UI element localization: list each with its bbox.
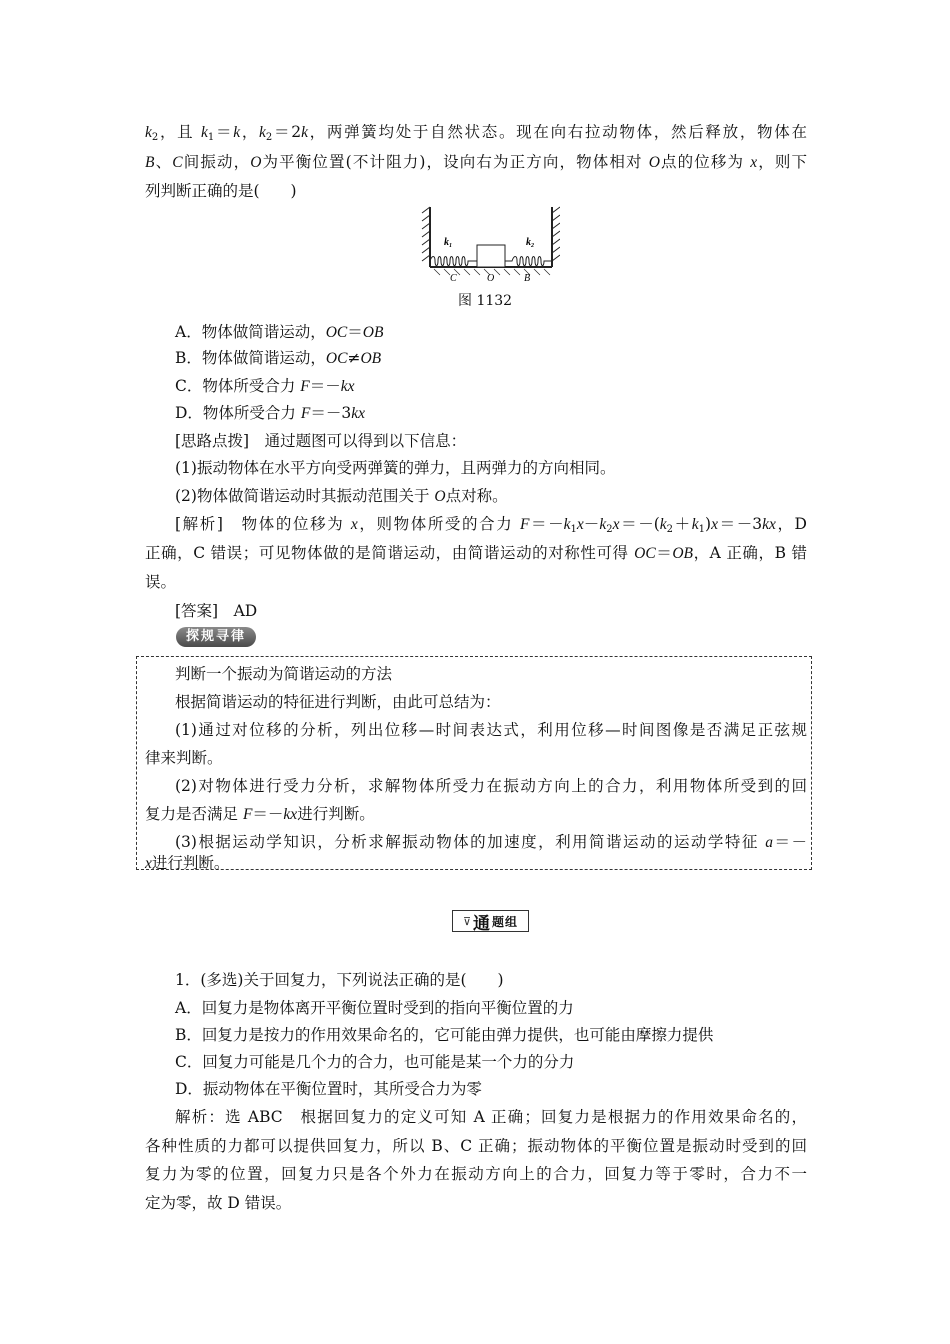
section-header-small: 题组 — [492, 914, 519, 929]
q1-option-a: A．回复力是物体离开平衡位置时受到的指向平衡位置的力 — [175, 999, 574, 1017]
q1-option-b: B．回复力是按力的作用效果命名的，它可能由弹力提供，也可能由摩擦力提供 — [175, 1026, 714, 1044]
rule-3-line-2: x进行判断。 — [145, 854, 230, 872]
rule-2-line-1: (2)对物体进行受力分析，求解物体所受力在振动方向上的合力，利用物体所受到的回 — [175, 777, 807, 795]
q1-stem: 1．(多选)关于回复力，下列说法正确的是( ) — [175, 971, 504, 989]
figure-caption: 图 1132 — [458, 293, 513, 309]
right-wall-hatch — [552, 207, 560, 261]
spring-system-figure — [420, 205, 560, 285]
q1-solution-line-3: 复力为零的位置，回复力只是各个外力在振动方向上的合力，回复力等于零时，合力不一 — [145, 1165, 807, 1183]
analysis-line-2: 正确，C 错误；可见物体做的是简谐运动，由简谐运动的对称性可得 OC＝OB，A 正确，B 错 — [145, 544, 807, 562]
rule-title: 判断一个振动为简谐运动的方法 — [175, 665, 393, 683]
q1-option-c: C．回复力可能是几个力的合力，也可能是某一个力的分力 — [175, 1053, 575, 1071]
q1-solution-line-2: 各种性质的力都可以提供回复力，所以 B、C 正确；振动物体的平衡位置是振动时受到的回 — [145, 1137, 807, 1155]
rule-2-line-2: 复力是否满足 F＝－kx进行判断。 — [145, 805, 375, 823]
left-wall-hatch — [422, 207, 430, 261]
problem-line-1: $k_2$，且 $k_1=k$，$k_2=2k$，两弹簧均处于自然状态。现在向右拉动物体，然后释放，物体在 — [145, 123, 807, 143]
analysis-line-1: [解析] 物体的位移为 x，则物体所受的合力 $F=-k_1x-k_2x=-(k_2+k_1)x=-3kx$，D — [175, 515, 807, 535]
section-header-big: 通 — [473, 913, 491, 934]
block — [477, 245, 505, 267]
label-k1: $k_1$ — [444, 237, 452, 249]
spring-k2 — [505, 257, 552, 266]
hint-point-1: (1)振动物体在水平方向受两弹簧的弹力，且两弹力的方向相同。 — [175, 459, 616, 477]
q1-solution-line-4: 定为零，故 D 错误。 — [145, 1194, 292, 1212]
label-c: C — [450, 273, 457, 284]
label-b: B — [524, 273, 531, 284]
rule-intro: 根据简谐运动的特征进行判断，由此可总结为： — [175, 693, 501, 711]
problem-line-3: 列判断正确的是( ) — [145, 182, 297, 200]
label-k2: $k_2$ — [526, 237, 534, 249]
rule-1-line-1: (1)通过对位移的分析，列出位移—时间表达式，利用位移—时间图像是否满足正弦规 — [175, 721, 807, 739]
spring-k1 — [430, 257, 477, 266]
q1-solution-line-1: 解析：选 ABC 根据回复力的定义可知 A 正确；回复力是根据力的作用效果命名的， — [175, 1108, 807, 1126]
analysis-line-3: 误。 — [145, 573, 177, 591]
q1-option-d: D．振动物体在平衡位置时，其所受合力为零 — [175, 1080, 482, 1098]
rule-1-line-2: 律来判断。 — [145, 749, 223, 767]
hint-point-2: (2)物体做简谐运动时其振动范围关于 O点对称。 — [175, 487, 508, 505]
option-d: D．物体所受合力 F＝－3kx — [175, 404, 365, 422]
option-a: A．物体做简谐运动，OC＝OB — [175, 323, 384, 341]
down-arrow-circle-icon: ⊽ — [462, 914, 472, 928]
answer: [答案] AD — [175, 602, 258, 620]
rule-3-line-1: (3)根据运动学知识，分析求解振动物体的加速度，利用简谐运动的运动学特征 a＝－ — [175, 833, 807, 851]
rule-badge: 探规寻律 — [176, 627, 256, 647]
option-c: C．物体所受合力 F＝－kx — [175, 377, 355, 395]
section-header — [452, 910, 529, 932]
option-b: B．物体做简谐运动，OC≠OB — [175, 349, 382, 367]
label-o: O — [487, 273, 495, 284]
hint-heading: [思路点拨] 通过题图可以得到以下信息： — [175, 432, 467, 450]
problem-line-2: B、C间振动，O为平衡位置(不计阻力)，设向右为正方向，物体相对 O点的位移为 x，则下 — [145, 153, 807, 171]
